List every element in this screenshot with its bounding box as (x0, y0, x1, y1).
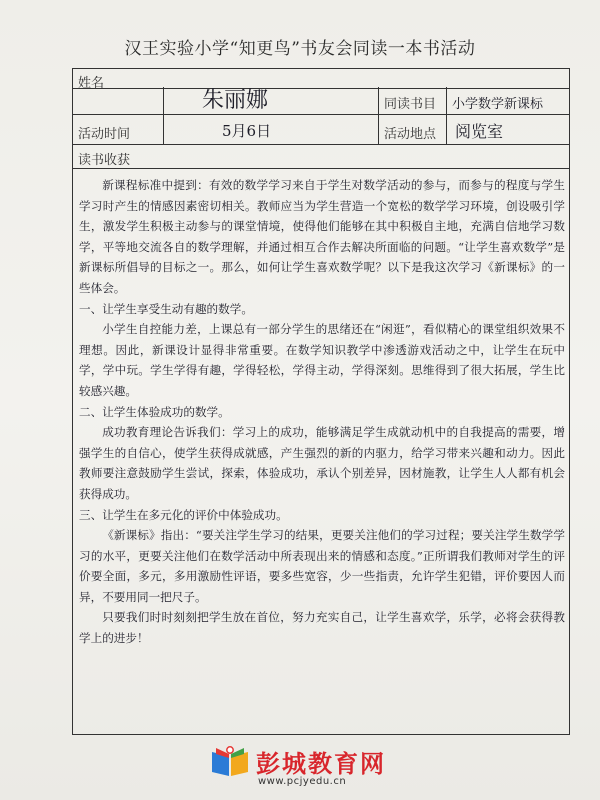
paragraph-two: 成功教育理论告诉我们：学习上的成功，能够满足学生成就动机中的自我提高的需要，增强学生的自信心，使学生获得成就感，产生强烈的新的内驱力，给学习带来兴趣和动力。因此教师要注意鼓励学生尝试，探索，体验成功，承认个别差异，因材施教，让学生人人都有机会获得成功。 (79, 425, 565, 501)
reading-gains-text (79, 175, 565, 730)
paragraph-one: 小学生自控能力差，上课总有一部分学生的思绪还在“闲逛”，看似精心的课堂组织效果不理想。因此，新课设计显得非常重要。在数学知识教学中渗透游戏活动之中，让学生在玩中学，学中玩。学生学得有趣，学得轻松，学得主动，学得深刻。思维得到了很大拓展，学生比较感兴趣。 (79, 322, 565, 398)
heading-three: 三、让学生在多元化的评价中体验成功。 (79, 507, 288, 522)
book-label: 同读书目 (378, 87, 446, 115)
gains-label: 读书收获 (78, 153, 131, 168)
name-label: 姓名 (78, 76, 105, 91)
place-label: 活动地点 (378, 115, 446, 144)
paragraph-closing: 只要我们时时刻刻把学生放在首位，努力充实自己，让学生喜欢学，乐学，必将会获得教学上的进步！ (79, 610, 565, 646)
paragraph-intro: 新课程标准中提到：有效的数学学习来自于学生对数学活动的参与，而参与的程度与学生学习时产生的情感因素密切相关。教师应当为学生营造一个宽松的数学学习环境，创设吸引学生，激发学生积极主动参与的课堂情境，使得他们能够在其中积极自主地，充满自信地学习数学，平等地交流各自的数学理解，并通过相互合作去解决所面临的问题。“让学生喜欢数学”是新课标所倡导的目标之一。那么，如何让学生喜欢数学呢？以下是我这次学习《新课标》的一些体会。 (79, 178, 565, 295)
place-value: 阅览室 (446, 115, 571, 144)
watermark-url: www.pcjyedu.cn (258, 776, 347, 787)
book-value: 小学数学新课标 (446, 87, 571, 115)
heading-two: 二、让学生体验成功的数学。 (79, 404, 230, 419)
form-row-name (73, 69, 569, 115)
watermark-name: 彭城教育网 (256, 750, 386, 778)
form-row-time (73, 115, 569, 145)
form-row-gains (73, 145, 569, 169)
time-label: 活动时间 (78, 127, 131, 142)
paragraph-three: 《新课标》指出：“要关注学生学习的结果，更要关注他们的学习过程；要关注学生数学学习的水平，更要关注他们在数学活动中所表现出来的情感和态度。”正所谓我们教师对学生的评价要全面，多元，多用激励性评语，要多些宽容，少一些指责，允许学生犯错，评价要因人而异，不要用同一把尺子。 (79, 528, 565, 604)
name-value: 朱丽娜 (163, 87, 378, 115)
book-icon (210, 744, 250, 778)
time-value: 5月6日 (163, 115, 378, 144)
page-title: 汉王实验小学“知更鸟”书友会同读一本书活动 (124, 39, 476, 59)
reading-form (72, 68, 570, 735)
watermark-logo (210, 742, 410, 792)
heading-one: 一、让学生享受生动有趣的数学。 (79, 301, 253, 316)
